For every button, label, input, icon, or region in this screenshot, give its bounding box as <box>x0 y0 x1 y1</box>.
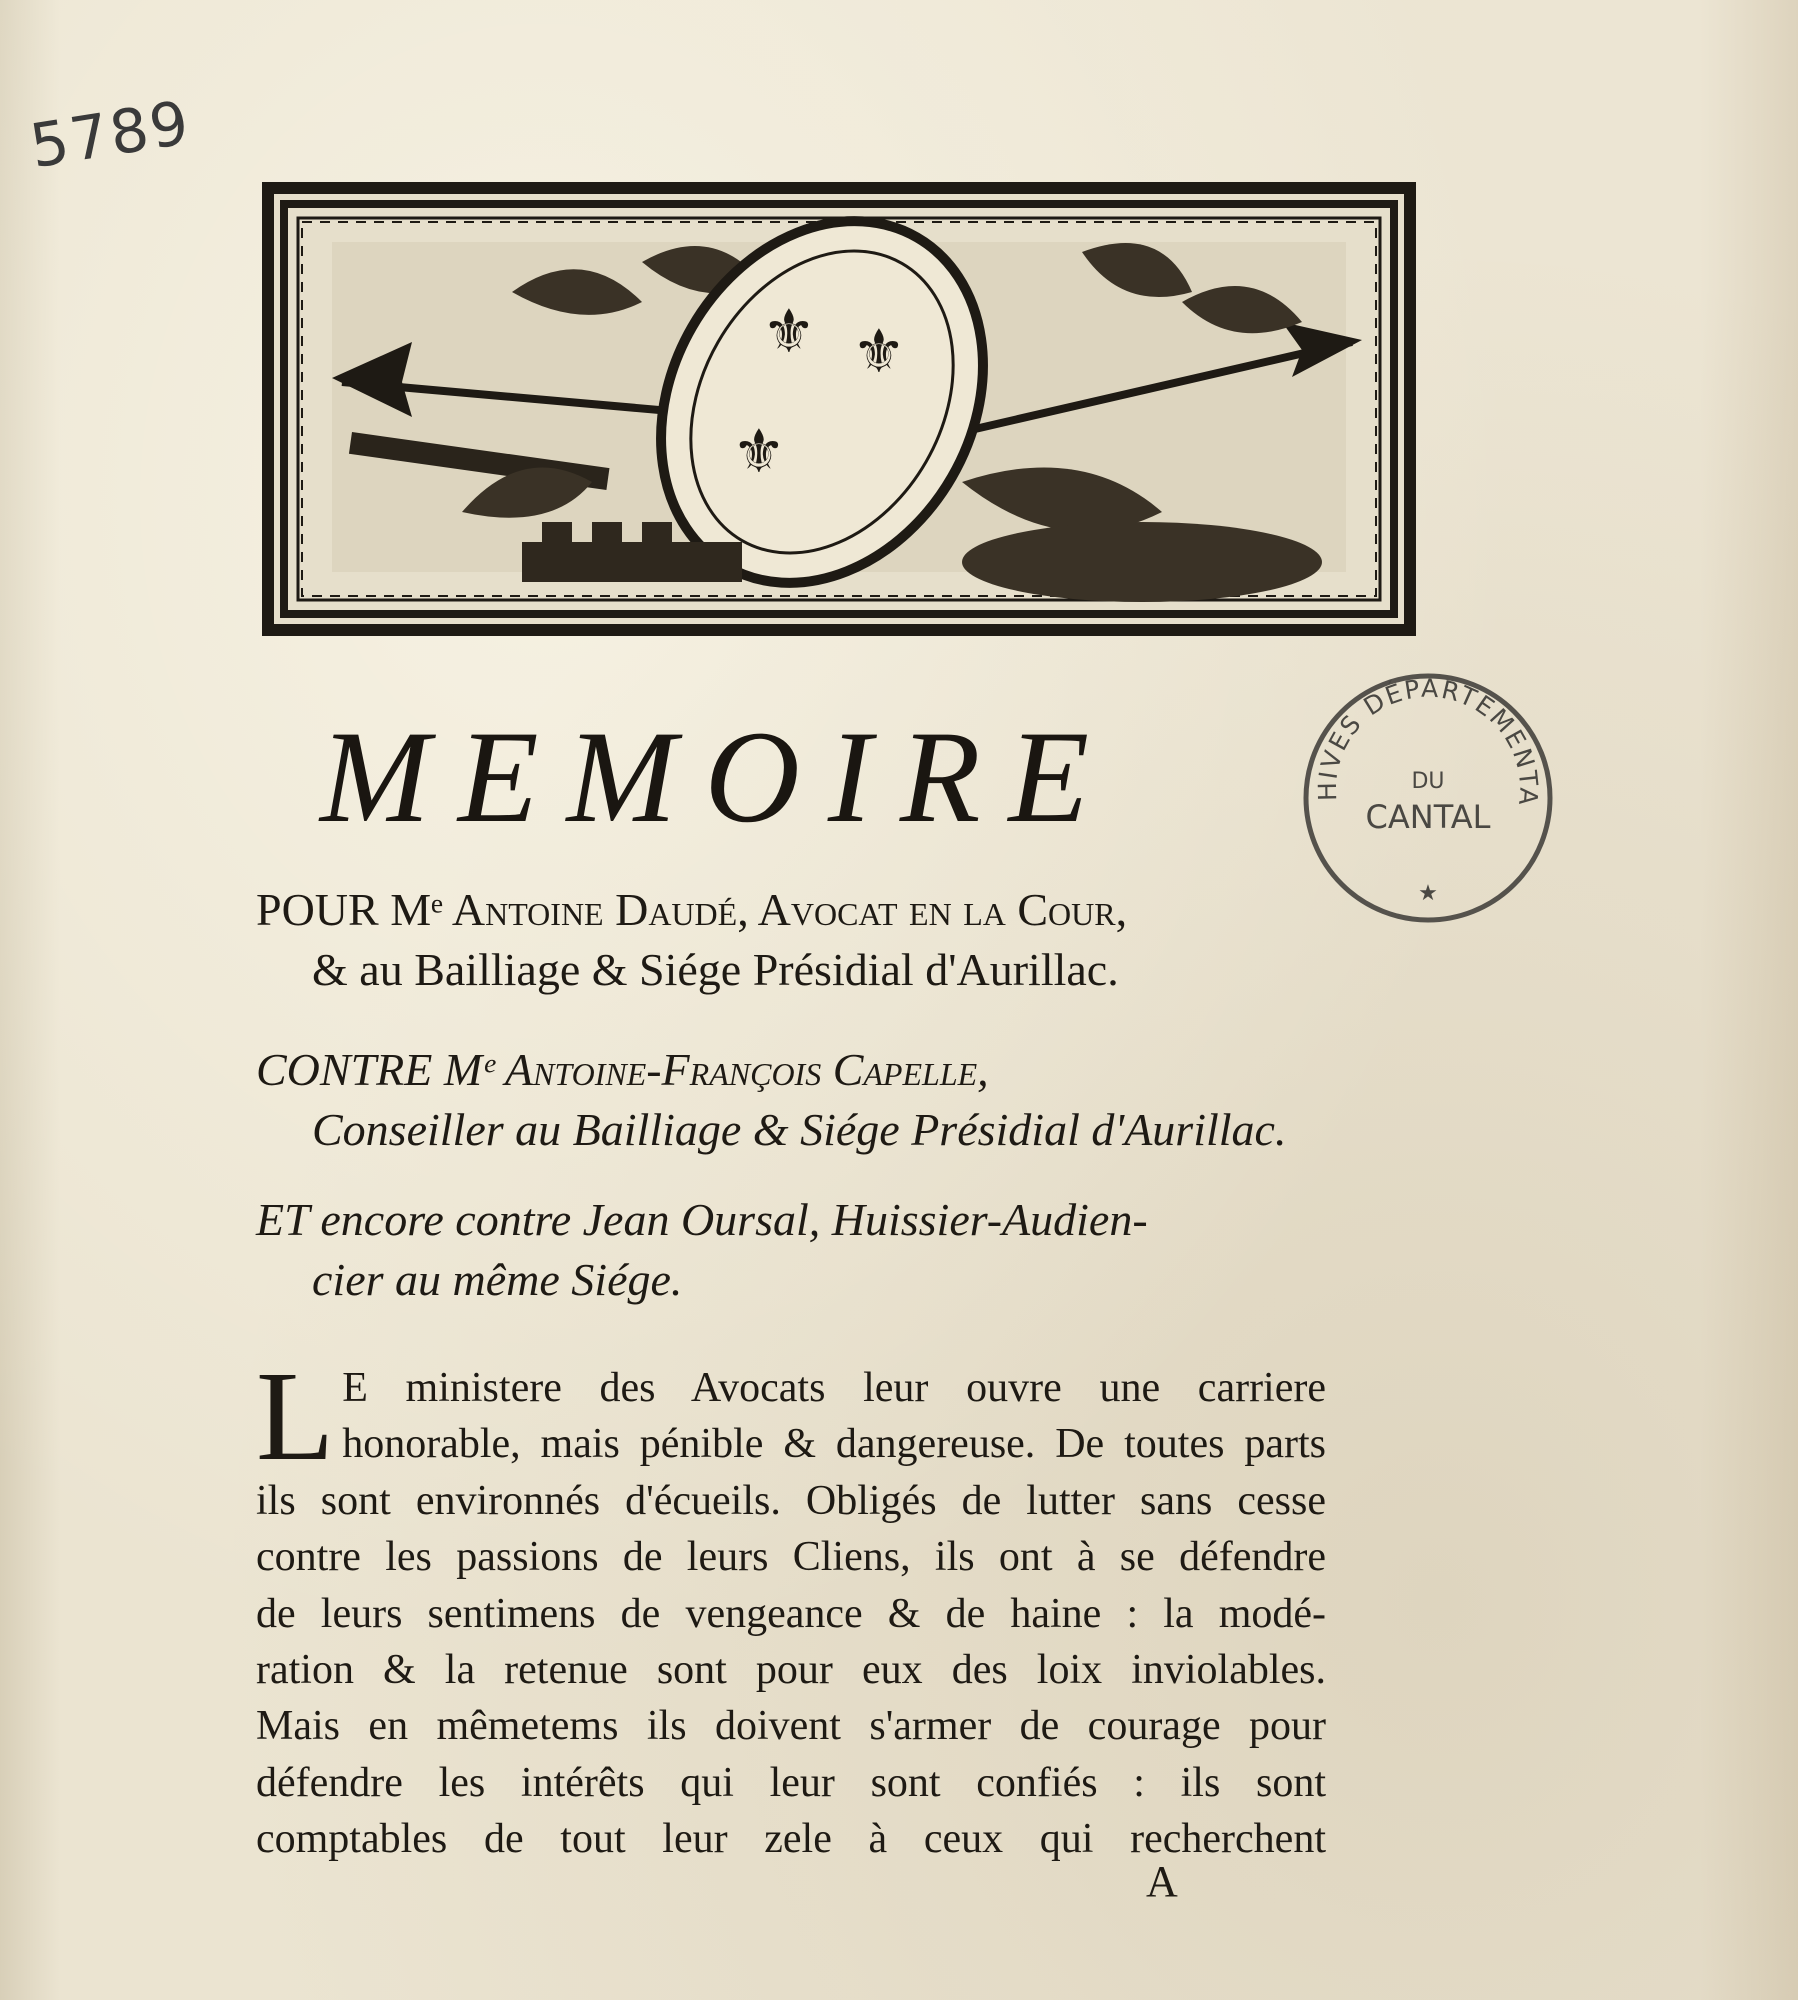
body-line: Mais en mêmetems ils doivent s'armer de courage pour <box>256 1703 1326 1750</box>
body-line: honorable, mais pénible & dangereuse. De toutes parts <box>342 1421 1326 1468</box>
contre-lead: CONTRE <box>256 1044 433 1095</box>
et-line2: cier au même Siége. <box>312 1254 683 1305</box>
woodcut-headpiece <box>262 182 1416 636</box>
pour-line2: & au Bailliage & Siége Présidial d'Aurillac. <box>312 944 1119 995</box>
et-lead: ET <box>256 1194 309 1245</box>
pour-line1: Mᵉ Antoine Daudé, Avocat en la Cour, <box>378 884 1128 935</box>
svg-text:⚜: ⚜ <box>732 417 786 487</box>
body-line: ils sont environnés d'écueils. Obligés de lutter sans cesse <box>256 1477 1326 1524</box>
archive-stamp <box>1298 668 1558 928</box>
document-title: MEMOIRE <box>320 703 1118 850</box>
party-pour <box>256 880 1316 1000</box>
drop-capital: L <box>256 1345 335 1487</box>
stamp-du-text: DU <box>1411 769 1445 794</box>
stamp-star-icon: ★ <box>1418 881 1438 906</box>
pour-lead: POUR <box>256 884 379 935</box>
handwritten-shelfmark: 5789 <box>25 87 196 183</box>
et-line1: encore contre Jean Oursal, Huissier-Audien- <box>308 1194 1148 1245</box>
body-line: de leurs sentimens de vengeance & de haine : la modé- <box>256 1590 1326 1637</box>
body-line: comptables de tout leur zele à ceux qui recherchent <box>256 1816 1326 1863</box>
contre-line1: Mᵉ Antoine-François Capelle, <box>432 1044 989 1095</box>
archive-stamp-seal-icon <box>1298 668 1558 928</box>
stamp-arc-text: HIVES DÉPARTEMENTA <box>1312 673 1544 809</box>
signature-mark: A <box>1146 1857 1178 1906</box>
body-line: défendre les intérêts qui leur sont confiés : ils sont <box>256 1759 1326 1806</box>
body-line: E ministere des Avocats leur ouvre une carriere <box>342 1365 1326 1411</box>
body-paragraph <box>256 1345 1326 1868</box>
body-line: contre les passions de leurs Cliens, ils ont à se défendre <box>256 1534 1326 1581</box>
headpiece-ornament-icon <box>262 182 1416 636</box>
body-line: ration & la retenue sont pour eux des loix inviolables. <box>256 1647 1326 1694</box>
party-contre <box>256 1040 1316 1160</box>
svg-text:⚜: ⚜ <box>762 297 816 367</box>
contre-line2: Conseiller au Bailliage & Siége Présidial d'Aurillac. <box>312 1104 1287 1155</box>
svg-text:⚜: ⚜ <box>852 317 906 387</box>
stamp-cantal-text: CANTAL <box>1365 798 1491 836</box>
party-et <box>256 1190 1316 1310</box>
